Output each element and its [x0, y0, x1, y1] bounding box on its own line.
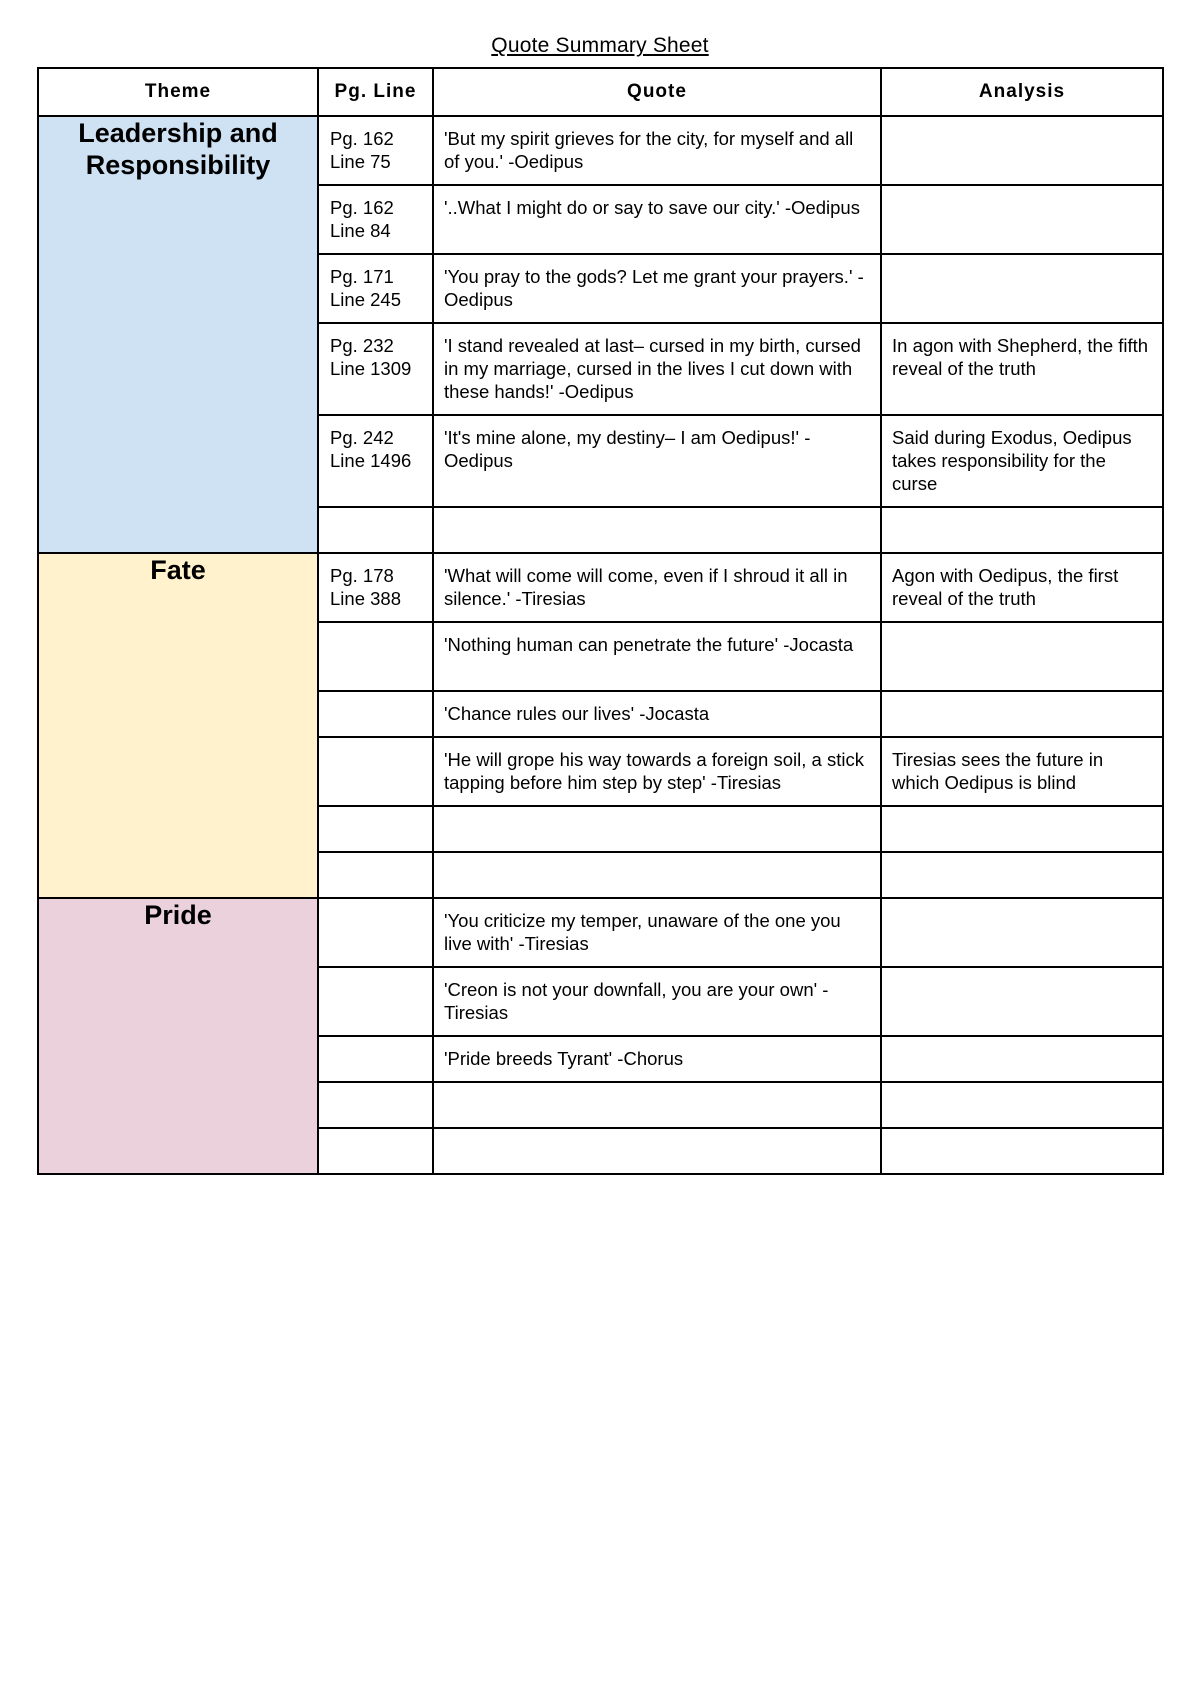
quote-cell — [433, 1082, 881, 1128]
quote-cell: 'But my spirit grieves for the city, for myself and all of you.' -Oedipus — [433, 116, 881, 185]
quote-cell — [433, 806, 881, 852]
page-title: Quote Summary Sheet — [491, 34, 709, 57]
analysis-cell: Tiresias sees the future in which Oedipus is blind — [881, 737, 1163, 806]
analysis-cell — [881, 185, 1163, 254]
analysis-cell — [881, 254, 1163, 323]
pg-line-cell — [318, 898, 433, 967]
analysis-cell — [881, 1036, 1163, 1082]
analysis-cell: Agon with Oedipus, the first reveal of the truth — [881, 553, 1163, 622]
quote-cell: 'Creon is not your downfall, you are your own' -Tiresias — [433, 967, 881, 1036]
pg-line-cell: Pg. 232 Line 1309 — [318, 323, 433, 415]
pg-line-cell: Pg. 162 Line 84 — [318, 185, 433, 254]
pg-line-cell — [318, 1036, 433, 1082]
pg-line-cell: Pg. 178 Line 388 — [318, 553, 433, 622]
pg-line-cell — [318, 1082, 433, 1128]
pg-line-cell — [318, 691, 433, 737]
theme-cell-fate — [38, 553, 318, 898]
pg-line-cell — [318, 737, 433, 806]
analysis-cell — [881, 1082, 1163, 1128]
pg-line-cell — [318, 967, 433, 1036]
analysis-cell — [881, 1128, 1163, 1174]
theme-cell-leadership — [38, 116, 318, 553]
analysis-cell: Said during Exodus, Oedipus takes responsibility for the curse — [881, 415, 1163, 507]
table-row — [38, 898, 1163, 967]
analysis-cell — [881, 622, 1163, 691]
table-row — [38, 116, 1163, 185]
header-theme: Theme — [38, 68, 318, 116]
theme-label: Leadership and Responsibility — [78, 118, 278, 180]
quote-cell — [433, 507, 881, 553]
pg-line-cell — [318, 1128, 433, 1174]
pg-line-cell — [318, 852, 433, 898]
theme-cell-pride — [38, 898, 318, 1174]
theme-label: Pride — [144, 900, 212, 930]
analysis-cell: In agon with Shepherd, the fifth reveal of the truth — [881, 323, 1163, 415]
quote-cell: 'Nothing human can penetrate the future' -Jocasta — [433, 622, 881, 691]
quote-cell: 'Pride breeds Tyrant' -Chorus — [433, 1036, 881, 1082]
pg-line-cell: Pg. 242 Line 1496 — [318, 415, 433, 507]
pg-line-cell: Pg. 171 Line 245 — [318, 254, 433, 323]
analysis-cell — [881, 852, 1163, 898]
quote-cell: 'Chance rules our lives' -Jocasta — [433, 691, 881, 737]
analysis-cell — [881, 507, 1163, 553]
analysis-cell — [881, 898, 1163, 967]
header-row — [38, 68, 1163, 116]
analysis-cell — [881, 691, 1163, 737]
quote-cell: 'He will grope his way towards a foreign soil, a stick tapping before him step by step' -Tiresias — [433, 737, 881, 806]
header-pg-line: Pg. Line — [318, 68, 433, 116]
pg-line-cell — [318, 622, 433, 691]
quote-summary-table — [37, 67, 1164, 1175]
quote-cell: 'It's mine alone, my destiny– I am Oedipus!' -Oedipus — [433, 415, 881, 507]
analysis-cell — [881, 116, 1163, 185]
quote-cell: 'What will come will come, even if I shroud it all in silence.' -Tiresias — [433, 553, 881, 622]
pg-line-cell — [318, 507, 433, 553]
header-quote: Quote — [433, 68, 881, 116]
quote-cell — [433, 1128, 881, 1174]
pg-line-cell: Pg. 162 Line 75 — [318, 116, 433, 185]
table-row — [38, 553, 1163, 622]
quote-cell: 'You pray to the gods? Let me grant your prayers.' -Oedipus — [433, 254, 881, 323]
analysis-cell — [881, 806, 1163, 852]
header-analysis: Analysis — [881, 68, 1163, 116]
analysis-cell — [881, 967, 1163, 1036]
quote-cell: '..What I might do or say to save our city.' -Oedipus — [433, 185, 881, 254]
pg-line-cell — [318, 806, 433, 852]
quote-cell: 'You criticize my temper, unaware of the one you live with' -Tiresias — [433, 898, 881, 967]
quote-cell: 'I stand revealed at last– cursed in my birth, cursed in my marriage, cursed in the lives I cut down with these hands!' -Oedipus — [433, 323, 881, 415]
quote-cell — [433, 852, 881, 898]
theme-label: Fate — [150, 555, 206, 585]
